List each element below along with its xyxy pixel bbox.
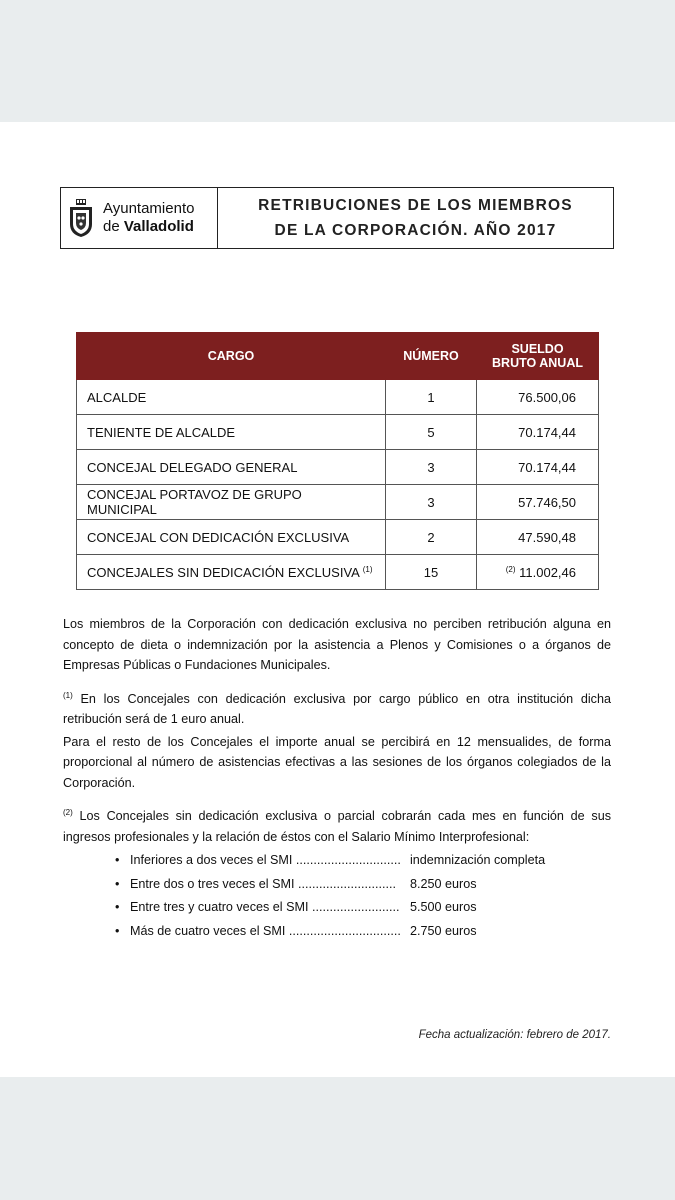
cargo-text: CONCEJAL CON DEDICACIÓN EXCLUSIVA	[87, 529, 350, 545]
table-row	[77, 485, 599, 520]
title-line-2: DE LA CORPORACIÓN. AÑO 2017	[274, 222, 557, 239]
cargo-text: CONCEJAL PORTAVOZ DE GRUPO MUNICIPAL	[87, 487, 302, 517]
cargo-text: CONCEJAL DELEGADO GENERAL	[87, 459, 298, 475]
table-row	[77, 450, 599, 485]
table-body	[77, 380, 599, 590]
footnote-1-mark: (1)	[63, 690, 73, 700]
header-cargo: CARGO	[77, 333, 386, 380]
cell-numero: 5	[386, 415, 477, 450]
cell-numero: 2	[386, 520, 477, 555]
logo-area	[61, 188, 218, 248]
org-line-2-prefix: de	[103, 218, 124, 235]
note-paragraph-resto: Para el resto de los Concejales el importe anual se percibirá en 12 mensualides, de forma proporcional al número de asistencias efectivas a las sesiones de los órganos colegiados de la Corporación.	[63, 734, 611, 790]
bullet-value: 2.750 euros	[410, 923, 477, 938]
footnote-1-text: En los Concejales con dedicación exclusiva por cargo público en otra institución dicha retribución será de 1 euro anual.	[63, 691, 611, 726]
document-header	[60, 187, 614, 249]
header-numero: NÚMERO	[386, 333, 477, 380]
cell-cargo	[77, 555, 386, 590]
footnote-2-mark: (2)	[63, 808, 73, 817]
list-item	[63, 920, 611, 944]
sueldo-text: 76.500,06	[518, 389, 576, 405]
note-paragraph-dedicacion: Los miembros de la Corporación con dedicación exclusiva no perciben retribución alguna en concepto de dieta o indemnización por la asistencia a Plenos y Comisiones o a órganos de Empresas Públicas o Fundaciones Municipales.	[63, 617, 611, 672]
org-line-2	[103, 218, 194, 236]
cargo-text: TENIENTE DE ALCALDE	[87, 424, 236, 440]
sueldo-text: 70.174,44	[518, 459, 576, 475]
cell-numero: 3	[386, 485, 477, 520]
list-item	[63, 873, 611, 897]
cargo-text: ALCALDE	[87, 389, 147, 405]
sueldo-text: 11.002,46	[515, 564, 576, 580]
cell-sueldo	[477, 555, 599, 590]
coat-of-arms-icon	[67, 198, 95, 238]
bullet-value: 5.500 euros	[410, 900, 477, 914]
cell-sueldo	[477, 415, 599, 450]
org-line-2-city: Valladolid	[123, 218, 194, 235]
table-row	[77, 415, 599, 450]
document-page	[0, 122, 675, 1077]
sueldo-text: 47.590,48	[518, 529, 576, 545]
cell-sueldo	[477, 520, 599, 555]
footnote-2-text: Los Concejales sin dedicación exclusiva o parcial cobrarán cada mes en función de sus ingresos profesionales y la relación de éstos con el Salario Mínimo Interprofesional:	[63, 809, 611, 844]
cell-cargo	[77, 380, 386, 415]
bullet-label: • Más de cuatro veces el SMI ................................	[130, 923, 401, 938]
header-sueldo-line-1: SUELDO	[511, 342, 564, 356]
cell-numero: 15	[386, 555, 477, 590]
update-date: Fecha actualización: febrero de 2017.	[418, 1029, 611, 1041]
bullet-value: indemnización completa	[410, 853, 546, 867]
cell-cargo	[77, 520, 386, 555]
cargo-text: CONCEJALES SIN DEDICACIÓN EXCLUSIVA	[87, 564, 363, 580]
list-item	[63, 849, 611, 873]
list-item	[63, 896, 611, 920]
sueldo-text: 70.174,44	[518, 424, 576, 440]
cell-sueldo	[477, 380, 599, 415]
organization-name	[103, 200, 194, 236]
document-title	[218, 188, 613, 248]
cell-cargo	[77, 485, 386, 520]
bullet-label: • Entre dos o tres veces el SMI ............................	[130, 876, 396, 891]
sueldo-text: 57.746,50	[518, 494, 576, 510]
footnote-mark: (2)	[505, 564, 516, 574]
cell-sueldo	[477, 485, 599, 520]
org-line-1: Ayuntamiento	[103, 200, 195, 217]
table-row	[77, 555, 599, 590]
cell-cargo	[77, 450, 386, 485]
header-sueldo	[477, 333, 599, 380]
bullet-label: • Inferiores a dos veces el SMI ..............................	[130, 853, 401, 867]
footnote-2	[63, 803, 611, 847]
table-row	[77, 380, 599, 415]
cell-sueldo	[477, 450, 599, 485]
table-header-row	[77, 333, 599, 380]
footnote-1	[63, 686, 611, 730]
salary-table	[76, 332, 599, 590]
title-line-1: RETRIBUCIONES DE LOS MIEMBROS	[258, 197, 573, 214]
footnote-mark: (1)	[362, 564, 373, 574]
notes-section	[63, 614, 611, 943]
header-sueldo-line-2: BRUTO ANUAL	[492, 356, 583, 370]
cell-numero: 3	[386, 450, 477, 485]
cell-cargo	[77, 415, 386, 450]
table-row	[77, 520, 599, 555]
cell-numero: 1	[386, 380, 477, 415]
smi-bullet-list	[63, 849, 611, 943]
bullet-value: 8.250 euros	[410, 876, 477, 891]
bullet-label: • Entre tres y cuatro veces el SMI .........................	[130, 900, 400, 914]
